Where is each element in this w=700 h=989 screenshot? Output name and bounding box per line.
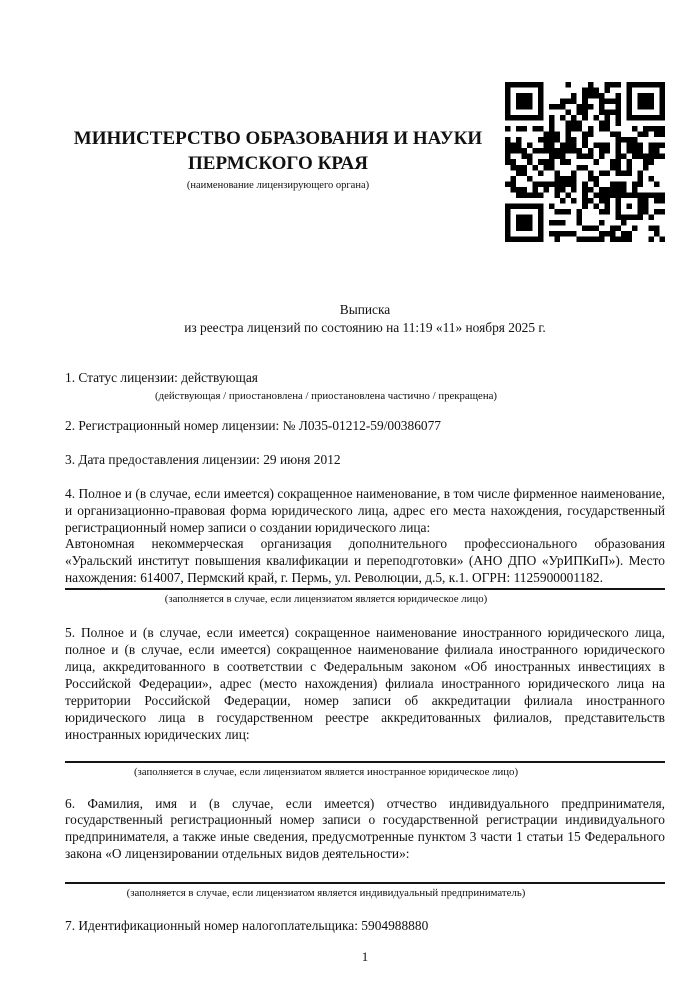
ministry-name-line1: МИНИСТЕРСТВО ОБРАЗОВАНИЯ И НАУКИ <box>73 128 483 149</box>
license-status-caption: (действующая / приостановлена / приостановлена частично / прекращена) <box>155 389 497 402</box>
qr-code-icon <box>505 82 665 242</box>
document-body <box>65 370 665 966</box>
item-license-date <box>65 452 665 469</box>
legal-entity-value: Автономная некоммерческая организация дополнительного профессионального образования «Уральский институт повышения квалификации и переподготовки» (АНО ДПО «УрИПКиП»). Место нахождения: 614007, Пермский край, г. Пермь, ул. Революции, д.5, к.1. ОГРН: 1125900001182. <box>65 536 665 586</box>
licensing-authority-header <box>40 126 516 192</box>
ministry-name-line2: ПЕРМСКОГО КРАЯ <box>188 153 368 174</box>
individual-entrepreneur-caption: (заполняется в случае, если лицензиатом является индивидуальный предприниматель) <box>126 887 526 900</box>
item-legal-entity <box>65 486 665 606</box>
ministry-caption: (наименование лицензирующего органа) <box>186 180 370 191</box>
registration-number-text: 2. Регистрационный номер лицензии: № Л035-01212-59/00386077 <box>65 417 441 433</box>
license-status-text: 1. Статус лицензии: действующая <box>65 370 258 385</box>
individual-entrepreneur-text: 6. Фамилия, имя и (в случае, если имеется) отчество индивидуального предпринимателя, государственный регистрационный номер записи о государственной регистрации индивидуального предпринимателя, а также иные сведения, предусмотренные пунктом 3 части 1 статьи 15 Федерального закона «О лицензировании отдельных видов деятельности»: <box>65 795 665 862</box>
item-license-status <box>65 370 665 403</box>
document-title-line2: из реестра лицензий по состоянию на 11:19 «11» ноября 2025 г. <box>184 320 546 335</box>
item-foreign-entity <box>65 625 665 778</box>
individual-entrepreneur-underline <box>65 882 665 884</box>
license-date-text: 3. Дата предоставления лицензии: 29 июня 2012 <box>65 451 341 467</box>
legal-entity-underline <box>65 588 665 590</box>
foreign-entity-caption: (заполняется в случае, если лицензиатом является иностранное юридическое лицо) <box>133 765 519 778</box>
legal-entity-caption: (заполняется в случае, если лицензиатом является юридическое лицо) <box>164 593 488 606</box>
foreign-entity-underline <box>65 761 665 763</box>
item-registration-number <box>65 418 665 435</box>
legal-entity-text: 4. Полное и (в случае, если имеется) сокращенное наименование, в том числе фирменное наименование, и организационно-правовая форма юридического лица, адрес его места нахождения, государственный регистрационный номер записи о создании юридического лица: <box>65 485 665 535</box>
taxpayer-number-text: 7. Идентификационный номер налогоплательщика: 5904988880 <box>65 918 429 934</box>
document-title <box>65 301 665 337</box>
page-number: 1 <box>361 949 369 965</box>
foreign-entity-text: 5. Полное и (в случае, если имеется) сокращенное наименование иностранного юридического лица, полное и (в случае, если имеется) сокращенное наименование филиала иностранного юридического лица, аккредитованного в соответствии с Федеральным законом «Об иностранных инвестициях в Российской Федерации», адрес (место нахождения) филиала иностранного юридического лица на территории Российской Федерации, номер записи об аккредитации филиала иностранного юридического лица в государственном реестре аккредитованных филиалов, представительств иностранных юридических лиц: <box>65 625 665 742</box>
document-title-line1: Выписка <box>339 302 391 317</box>
item-individual-entrepreneur <box>65 796 665 901</box>
item-taxpayer-number <box>65 918 665 935</box>
